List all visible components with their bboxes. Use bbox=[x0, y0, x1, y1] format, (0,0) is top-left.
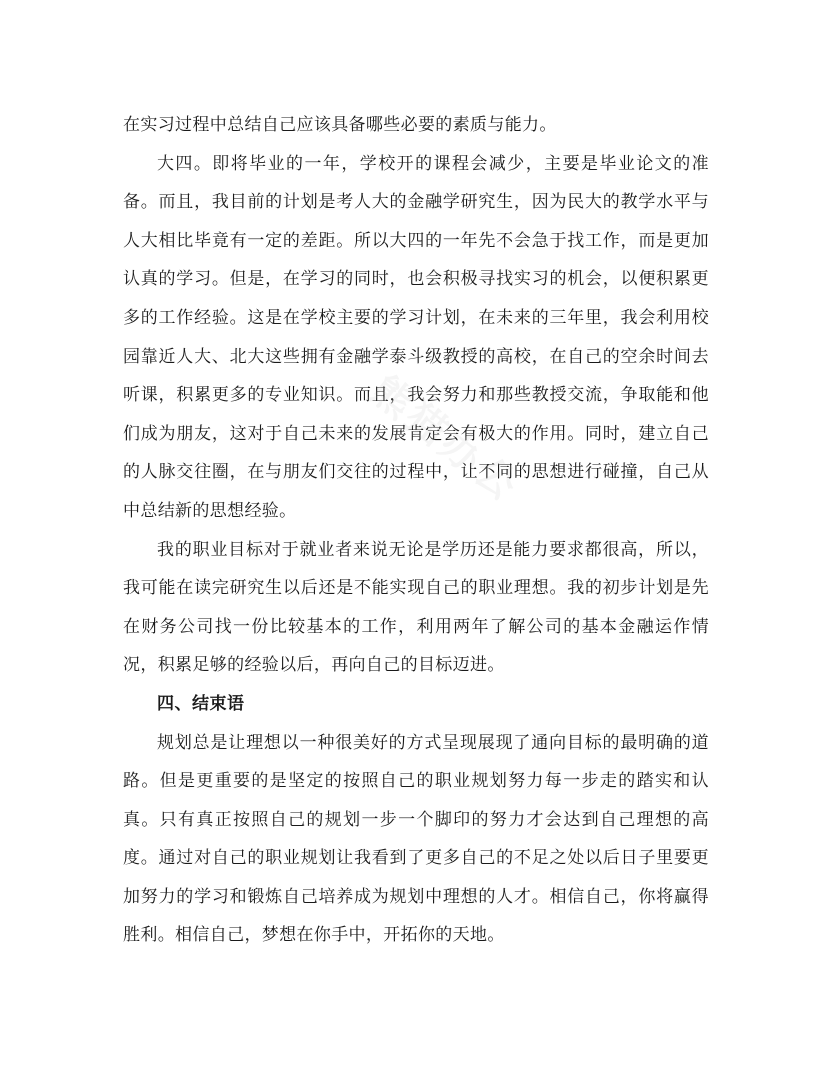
paragraph-career-goal: 我的职业目标对于就业者来说无论是学历还是能力要求都很高，所以，我可能在读完研究生以后还是不能实现自己的职业理想。我的初步计划是先在财务公司找一份比较基本的工作，利用两年了解公司的基本金融运作情况，积累足够的经验以后，再向自己的目标迈进。 bbox=[123, 539, 709, 676]
paragraph-conclusion: 规划总是让理想以一种很美好的方式呈现展现了通向目标的最明确的道路。但是更重要的是坚定的按照自己的职业规划努力每一步走的踏实和认真。只有真正按照自己的规划一步一个脚印的努力才会达到自己理想的高度。通过对自己的职业规划让我看到了更多自己的不足之处以后日子里要更加努力的学习和锻炼自己培养成为规划中理想的人才。相信自己，你将赢得胜利。相信自己，梦想在你手中，开拓你的天地。 bbox=[123, 732, 709, 946]
paragraph-senior-year: 大四。即将毕业的一年，学校开的课程会减少，主要是毕业论文的准备。而且，我目前的计划是考人大的金融学研究生，因为民大的教学水平与人大相比毕竟有一定的差距。所以大四的一年先不会急于找工作，而是更加认真的学习。但是，在学习的同时，也会积极寻找实习的机会，以便积累更多的工作经验。这是在学校主要的学习计划，在未来的三年里，我会利用校园靠近人大、北大这些拥有金融学泰斗级教授的高校，在自己的空余时间去听课，积累更多的专业知识。而且，我会努力和那些教授交流，争取能和他们成为朋友，这对于自己未来的发展肯定会有极大的作用。同时，建立自己的人脉交往圈，在与朋友们交往的过程中，让不同的思想进行碰撞，自己从中总结新的思想经验。 bbox=[123, 153, 709, 521]
document-body bbox=[123, 106, 709, 955]
section-heading-conclusion: 四、结束语 bbox=[157, 693, 245, 714]
paragraph-continuation: 在实习过程中总结自己应该具备哪些必要的素质与能力。 bbox=[123, 115, 557, 135]
watermark: 熊猫办公 bbox=[361, 367, 529, 512]
